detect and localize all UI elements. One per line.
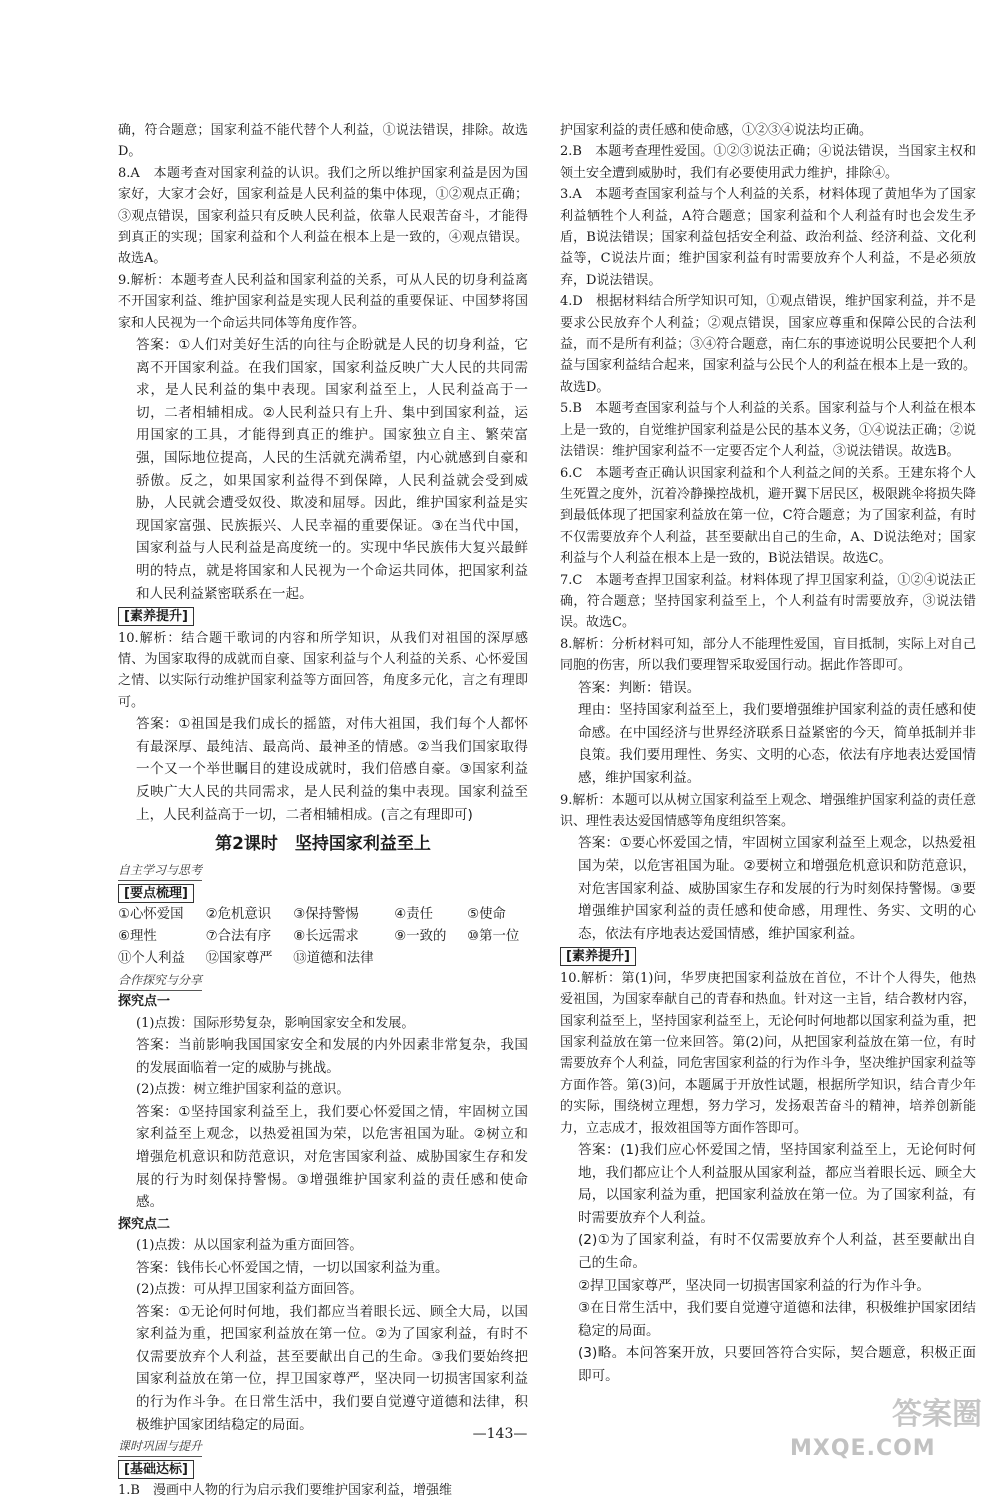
question-4-answer: 4.D 根据材料结合所学知识可知，①观点错误，维护国家利益，并不是要求公民放弃个人利益；②观点错误，国家应尊重和保障公民的合法利益，而不是所有利益；③④符合题意，南仁东的事迹说明公民要把个人利益与国家利益结合起来，国家利益与公民个人的利益在根本上是一致的。故选D。 xyxy=(560,294,977,395)
key-point: ⑬道德和法律 xyxy=(293,951,374,966)
hint: (2)点拨：树立维护国家利益的意识。 xyxy=(136,1082,350,1098)
question-10-answer-part: ②捍卫国家尊严，坚决同一切损害国家利益的行为作斗争。 xyxy=(578,1277,931,1294)
question-7-answer: 7.C 本题考查捍卫国家利益。材料体现了捍卫国家利益，①②④说法正确，符合题意；坚持国家利益至上，个人利益有时需要放弃，③说法错误。故选C。 xyxy=(560,572,976,631)
subheading: 自主学习与思考 xyxy=(118,861,202,881)
key-point: ⑪个人利益 xyxy=(118,951,185,966)
question-10-answer-part: (3)略。本问答案开放，只要回答符合实际，契合题意，积极正面即可。 xyxy=(578,1345,976,1384)
paragraph: 确，符合题意；国家利益不能代替个人利益，①说法错误，排除。故选D。 xyxy=(118,123,528,160)
question-5-answer: 5.B 本题考查国家利益与个人利益的关系。国家利益与个人利益在根本上是一致的，自觉维护国家利益是公民的基本义务，①④说法正确；②说法错误：维护国家利益不一定要否定个人利益，③说法错误。故选B。 xyxy=(560,401,977,460)
key-point: ④责任 xyxy=(394,907,434,922)
explore-point-heading: 探究点二 xyxy=(118,1216,171,1232)
question-8-judgment: 答案：判断：错误。 xyxy=(578,679,701,696)
subheading: 合作探究与分享 xyxy=(118,971,202,991)
paragraph: 护国家利益的责任感和使命感，①②③④说法均正确。 xyxy=(560,123,873,138)
question-8-answer: 8.A 本题考查对国家利益的认识。我们之所以维护国家利益是因为国家好，大家才会好，国家利益是人民利益的集中体现，①②观点正确；③观点错误，国家利益只有反映人民利益，依靠人民艰苦奋斗，才能得到真正的实现；国家利益和个人利益在根本上是一致的，④观点错误。故选A。 xyxy=(118,165,528,267)
key-point: ⑨一致的 xyxy=(394,929,447,944)
key-points-list xyxy=(118,904,528,970)
key-point: ⑫国家尊严 xyxy=(205,951,273,966)
question-2-answer: 2.B 本题考查理性爱国。①②③说法正确；④说法错误，当国家主权和领土安全遭到威胁时，我们有必要使用武力维护，排除④。 xyxy=(560,144,976,181)
page-number: —143— xyxy=(472,1426,528,1442)
question-10-answer-part: (2)①为了国家利益，有时不仅需要放弃个人利益，甚至要献出自己的生命。 xyxy=(578,1232,976,1271)
section-heading: [要点梳理] xyxy=(118,884,194,903)
question-10-analysis: 10.解析：第(1)问，华罗庚把国家利益放在首位，不计个人得失，他热爱祖国，为国家奉献自己的青春和热血。针对这一主旨，结合教材内容，国家利益至上，坚持国家利益至上，无论何时何地都以国家利益为重，把国家利益放在第一位来回答。第(2)问，从把国家利益放在第一位，有时需要放弃个人利益，同危害国家利益的行为作斗争，坚决维护国家利益等方面作答。第(3)问，本题属于开放性试题，根据所学知识，结合青少年的实际，围绕树立理想，努力学习，发扬艰苦奋斗的精神，培养创新能力，立志成才，报效祖国等方面作答即可。 xyxy=(560,970,977,1136)
question-6-answer: 6.C 本题考查正确认识国家利益和个人利益之间的关系。王建东将个人生死置之度外，沉着冷静操控战机，避开翼下居民区，极限跳伞将损失降到最低体现了把国家利益放在第一位，C符合题意；为了国家利益，有时不仅需要放弃个人利益，甚至要献出自己的生命，A、D说法绝对；国家利益与个人利益在根本上是一致的，B说法错误。故选C。 xyxy=(560,465,977,567)
question-9-analysis: 9.解析：本题可以从树立国家利益至上观念、增强维护国家利益的责任意识、理性表达爱国情感等角度组织答案。 xyxy=(560,792,976,829)
answer: 答案：①无论何时何地，我们都应当着眼长远、顾全大局，以国家利益为重，把国家利益放在第一位。②为了国家利益，有时不仅需要放弃个人利益，甚至要献出自己的生命。③我们要始终把国家利益放在第一位，捍卫国家尊严，坚决同一切损害国家利益的行为作斗争。在日常生活中，我们要自觉遵守道德和法律，积极维护国家团结稳定的局面。 xyxy=(136,1303,528,1433)
key-point: ③保持警惕 xyxy=(293,907,359,922)
question-3-answer: 3.A 本题考查国家利益与个人利益的关系，材料体现了黄旭华为了国家利益牺牲个人利益，A符合题意；国家利益和个人利益有时也会发生矛盾，B说法错误；国家利益包括安全利益、政治利益、经济利益、文化利益等，C说法片面；维护国家利益有时需要放弃个人利益，不是必须放弃，D说法错误。 xyxy=(560,187,976,288)
watermark-logo-text: 答案圈 xyxy=(892,1397,982,1432)
watermark-logo xyxy=(786,1389,986,1461)
question-10-answer-part: ③在日常生活中，我们要自觉遵守道德和法律，积极维护国家团结稳定的局面。 xyxy=(578,1300,976,1339)
question-1-answer: 1.B 漫画中人物的行为启示我们要维护国家利益，增强维 xyxy=(118,1482,452,1498)
key-point: ⑤使命 xyxy=(467,907,506,922)
key-point: ⑥理性 xyxy=(118,929,157,944)
hint: (1)点拨：从以国家利益为重方面回答。 xyxy=(136,1238,363,1254)
key-point: ⑩第一位 xyxy=(467,929,520,944)
question-10-analysis: 10.解析：结合题干歌词的内容和所学知识，从我们对祖国的深厚感情、为国家取得的成就而自豪、国家利益与个人利益的关系、心怀爱国之情、以实际行动维护国家利益等方面回答，角度多元化，言之有理即可。 xyxy=(118,630,528,710)
right-column xyxy=(560,120,976,1388)
hint: (1)点拨：国际形势复杂，影响国家安全和发展。 xyxy=(136,1015,415,1031)
question-10-answer: 答案：(1)我们应心怀爱国之情，坚持国家利益至上，无论何时何地，我们都应让个人利益服从国家利益，都应当着眼长远、顾全大局，以国家利益为重，把国家利益放在第一位。为了国家利益，有时需要放弃个人利益。 xyxy=(578,1141,976,1226)
answer: 答案：①坚持国家利益至上，我们要心怀爱国之情，牢固树立国家利益至上观念，以热爱祖国为荣，以危害祖国为耻。②树立和增强危机意识和防范意识，对危害国家利益、威胁国家生存和发展的行为时刻保持警惕。③增强维护国家利益的责任感和使命感。 xyxy=(136,1103,528,1211)
key-point: ①心怀爱国 xyxy=(118,907,184,922)
key-point: ②危机意识 xyxy=(205,907,272,922)
section-heading: [基础达标] xyxy=(118,1460,194,1479)
lesson-title: 第2课时 坚持国家利益至上 xyxy=(215,834,431,855)
key-point: ⑦合法有序 xyxy=(205,929,272,944)
key-point: ⑧长远需求 xyxy=(293,929,359,944)
question-8-analysis: 8.解析：分析材料可知，部分人不能理性爱国，盲目抵制，实际上对自己同胞的伤害，所以我们要理智采取爱国行动。据此作答即可。 xyxy=(560,636,976,674)
question-9-answer: 答案：①人们对美好生活的向往与企盼就是人民的切身利益，它离不开国家利益。在我们国家，国家利益反映广大人民的共同需求，是人民利益的集中表现。国家利益至上，人民利益高于一切，二者相辅相成。②人民利益只有上升、集中到国家利益，运用国家的工具，才能得到真正的维护。国家独立自主、繁荣富强，国际地位提高，人民的生活就充满希望，内心就感到自豪和骄傲。反之，如果国家利益得不到保障，人民利益就会受到威胁，人民就会遭受奴役、欺凌和屈辱。因此，维护国家利益是实现国家富强、民族振兴、人民幸福的重要保证。③在当代中国，国家利益与人民利益是高度统一的。实现中华民族伟大复兴最鲜明的特点，就是将国家和人民视为一个命运共同体，把国家利益和人民利益紧密联系在一起。 xyxy=(136,337,528,602)
left-column xyxy=(118,120,528,1501)
question-9-analysis: 9.解析：本题考查人民利益和国家利益的关系，可从人民的切身利益离不开国家利益、维护国家利益是实现人民利益的重要保证、中国梦将国家和人民视为一个命运共同体等角度作答。 xyxy=(118,272,528,331)
question-10-answer: 答案：①祖国是我们成长的摇篮，对伟大祖国，我们每个人都怀有最深厚、最纯洁、最高尚、最神圣的情感。②当我们国家取得一个又一个举世瞩目的建设成就时，我们倍感自豪。③国家利益反映广大人民的共同需求，是人民利益的集中表现。国家利益至上，人民利益高于一切，二者相辅相成。(言之有理即可) xyxy=(136,716,528,823)
explore-point-heading: 探究点一 xyxy=(118,994,171,1010)
question-8-reason: 理由：坚持国家利益至上，我们要增强维护国家利益的责任感和使命感。在中国经济与世界经济联系日益紧密的今天，简单抵制并非良策。我们要用理性、务实、文明的心态，依法有序地表达爱国情感，维护国家利益。 xyxy=(578,702,976,786)
answer: 答案：当前影响我国国家安全和发展的内外因素非常复杂，我国的发展面临着一定的威胁与挑战。 xyxy=(136,1037,528,1076)
subheading: 课时巩固与提升 xyxy=(118,1437,202,1457)
watermark-site-text: MXQE.COM xyxy=(790,1436,936,1461)
hint: (2)点拨：可从捍卫国家利益方面回答。 xyxy=(136,1282,363,1298)
section-heading: [素养提升] xyxy=(118,607,194,626)
question-9-answer: 答案：①要心怀爱国之情，牢固树立国家利益至上观念，以热爱祖国为荣，以危害祖国为耻。②要树立和增强危机意识和防范意识，对危害国家利益、威胁国家生存和发展的行为时刻保持警惕。③要增强维护国家利益的责任感和使命感，用理性、务实、文明的心态，依法有序地表达爱国情感，维护国家利益。 xyxy=(578,835,976,942)
section-heading: [素养提升] xyxy=(560,947,636,966)
answer: 答案：钱伟长心怀爱国之情，一切以国家利益为重。 xyxy=(136,1259,449,1276)
